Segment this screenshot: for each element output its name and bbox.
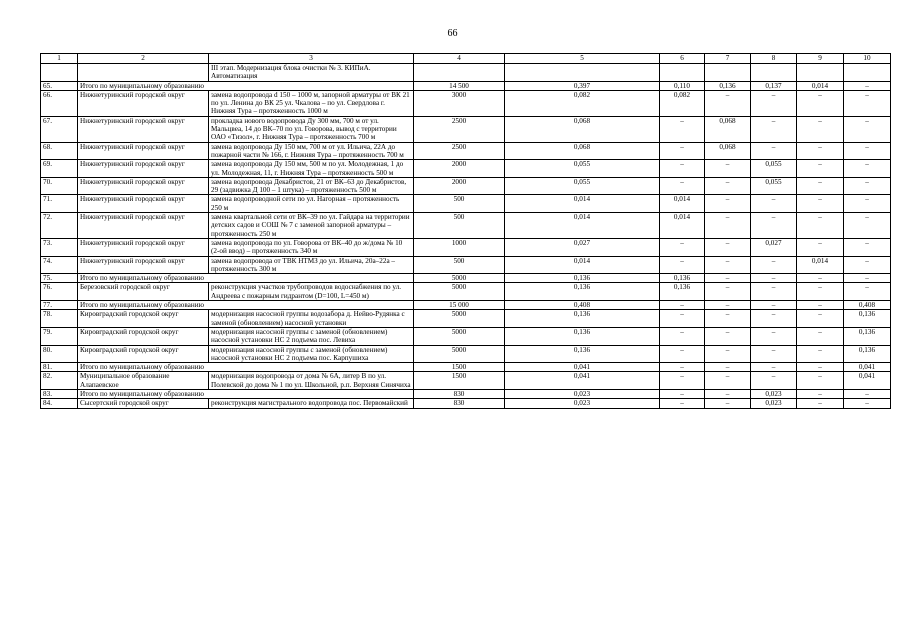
value-c4: 5000: [414, 327, 505, 345]
value-c6: 0,136: [660, 274, 705, 283]
table-row: [41, 256, 891, 274]
municipality-name: Кировградский городской округ: [78, 310, 209, 328]
table-row: [41, 64, 891, 82]
table-row: [41, 238, 891, 256]
value-c4: 5000: [414, 274, 505, 283]
work-description: замена водопровода Декабристов, 21 от ВК–63 до Декабристов, 29 (задвижка Д 100 – 1 штука) – протяженность 500 м: [209, 177, 414, 195]
value-c4: 1000: [414, 238, 505, 256]
value-c6: –: [660, 301, 705, 310]
value-c7: –: [705, 160, 751, 178]
value-c7: [705, 64, 751, 82]
value-c7: –: [705, 345, 751, 363]
value-c8: –: [751, 142, 797, 160]
value-c9: –: [797, 372, 844, 390]
value-c4: 3000: [414, 90, 505, 116]
value-c9: –: [797, 177, 844, 195]
work-description: реконструкция магистрального водопровода пос. Первомайский: [209, 399, 414, 408]
value-c7: –: [705, 363, 751, 372]
value-c8: –: [751, 310, 797, 328]
total-label: Итого по муниципальному образованию: [78, 363, 414, 372]
header-cell-5: 5: [505, 54, 660, 64]
value-c8: –: [751, 256, 797, 274]
value-c5: [505, 64, 660, 82]
value-c8: –: [751, 372, 797, 390]
work-description: реконструкция участков трубопроводов водоснабжения по ул. Андреева с пожарным гидрантом (D=100, L=450 м): [209, 283, 414, 301]
header-cell-2: 2: [78, 54, 209, 64]
value-c6: 0,014: [660, 213, 705, 239]
value-c10: 0,136: [844, 345, 891, 363]
value-c10: 0,408: [844, 301, 891, 310]
value-c4: 830: [414, 389, 505, 398]
value-c5: 0,014: [505, 195, 660, 213]
municipality-name: Нижнетуринский городской округ: [78, 213, 209, 239]
header-row: [41, 54, 891, 64]
value-c6: –: [660, 160, 705, 178]
row-number: 65.: [41, 81, 78, 90]
value-c6: 0,136: [660, 283, 705, 301]
value-c5: 0,397: [505, 81, 660, 90]
value-c7: –: [705, 274, 751, 283]
program-table: [40, 53, 891, 409]
work-description: III этап. Модернизация блока очистки № 3. КИПиА. Автоматизация: [209, 64, 414, 82]
header-cell-10: 10: [844, 54, 891, 64]
value-c6: –: [660, 399, 705, 408]
value-c7: –: [705, 372, 751, 390]
row-number: 79.: [41, 327, 78, 345]
municipality-name: Нижнетуринский городской округ: [78, 90, 209, 116]
value-c6: 0,110: [660, 81, 705, 90]
value-c5: 0,055: [505, 177, 660, 195]
value-c9: –: [797, 327, 844, 345]
value-c6: –: [660, 310, 705, 328]
value-c10: [844, 64, 891, 82]
value-c7: –: [705, 310, 751, 328]
value-c4: 1500: [414, 372, 505, 390]
municipality-name: Сысертский городской округ: [78, 399, 209, 408]
header-cell-3: 3: [209, 54, 414, 64]
municipality-name: Нижнетуринский городской округ: [78, 238, 209, 256]
value-c10: –: [844, 213, 891, 239]
value-c4: 500: [414, 195, 505, 213]
value-c4: [414, 64, 505, 82]
value-c10: –: [844, 116, 891, 142]
value-c5: 0,055: [505, 160, 660, 178]
value-c8: –: [751, 90, 797, 116]
work-description: модернизация насосной группы с заменой (обновлением) насосной установки НС 2 подъема пос. Карпушиха: [209, 345, 414, 363]
row-number: 81.: [41, 363, 78, 372]
row-number: 74.: [41, 256, 78, 274]
row-number: 84.: [41, 399, 78, 408]
value-c7: 0,068: [705, 116, 751, 142]
value-c7: 0,068: [705, 142, 751, 160]
value-c10: –: [844, 399, 891, 408]
value-c6: –: [660, 238, 705, 256]
value-c9: 0,014: [797, 256, 844, 274]
header-cell-4: 4: [414, 54, 505, 64]
value-c5: 0,014: [505, 213, 660, 239]
value-c5: 0,136: [505, 345, 660, 363]
value-c6: –: [660, 256, 705, 274]
table-row: [41, 345, 891, 363]
header-cell-1: 1: [41, 54, 78, 64]
municipality-name: [78, 64, 209, 82]
work-description: прокладка нового водопровода Ду 300 мм, 700 м от ул. Мальцвеа, 14 до ВК–70 по ул. Говорова, вывод с территории ОАО «Тизол», г. Нижняя Тура – протяженность 700 м: [209, 116, 414, 142]
row-number: 69.: [41, 160, 78, 178]
work-description: замена водопровода d 150 – 1000 м, запорной арматуры от ВК 21 по ул. Ленина до ВК 25 ул. Чкалова – по ул. Свердлова г. Нижняя Тура – протяженность 1000 м: [209, 90, 414, 116]
value-c8: –: [751, 327, 797, 345]
value-c4: 15 000: [414, 301, 505, 310]
value-c7: –: [705, 301, 751, 310]
value-c5: 0,023: [505, 389, 660, 398]
value-c9: –: [797, 345, 844, 363]
value-c4: 500: [414, 256, 505, 274]
value-c9: –: [797, 142, 844, 160]
value-c10: –: [844, 81, 891, 90]
value-c4: 5000: [414, 283, 505, 301]
row-number: 82.: [41, 372, 78, 390]
work-description: замена водопровода Ду 150 мм, 500 м по ул. Молодежная, 1 до ул. Молодежная, 11, г. Нижняя Тура – протяженность 500 м: [209, 160, 414, 178]
table-row: [41, 327, 891, 345]
value-c7: –: [705, 195, 751, 213]
table-body: [41, 54, 891, 409]
value-c10: –: [844, 389, 891, 398]
value-c7: –: [705, 177, 751, 195]
value-c8: –: [751, 301, 797, 310]
value-c9: –: [797, 310, 844, 328]
value-c5: 0,082: [505, 90, 660, 116]
row-number: 76.: [41, 283, 78, 301]
table-row: [41, 90, 891, 116]
value-c8: [751, 64, 797, 82]
value-c4: 2500: [414, 142, 505, 160]
value-c7: –: [705, 213, 751, 239]
value-c6: 0,014: [660, 195, 705, 213]
value-c6: 0,082: [660, 90, 705, 116]
value-c9: –: [797, 195, 844, 213]
value-c6: –: [660, 327, 705, 345]
value-c5: 0,041: [505, 372, 660, 390]
work-description: замена квартальной сети от ВК–39 по ул. Гайдара на территории детских садов и СОШ № 7 с заменой запорной арматуры – протяженность 250 м: [209, 213, 414, 239]
header-cell-9: 9: [797, 54, 844, 64]
value-c10: 0,136: [844, 327, 891, 345]
row-number: 83.: [41, 389, 78, 398]
work-description: замена водопровода Ду 150 мм, 700 м от ул. Ильича, 22А до пожарной части № 166, г. Нижняя Тура – протяженность 700 м: [209, 142, 414, 160]
value-c8: –: [751, 283, 797, 301]
value-c7: –: [705, 389, 751, 398]
value-c9: –: [797, 283, 844, 301]
row-number: 73.: [41, 238, 78, 256]
value-c8: 0,027: [751, 238, 797, 256]
value-c10: 0,136: [844, 310, 891, 328]
value-c9: –: [797, 399, 844, 408]
value-c10: 0,041: [844, 372, 891, 390]
total-label: Итого по муниципальному образованию: [78, 81, 414, 90]
value-c9: –: [797, 213, 844, 239]
value-c10: –: [844, 160, 891, 178]
value-c6: –: [660, 389, 705, 398]
value-c8: –: [751, 213, 797, 239]
table-row: [41, 399, 891, 408]
value-c7: –: [705, 399, 751, 408]
value-c9: [797, 64, 844, 82]
value-c8: –: [751, 195, 797, 213]
value-c9: –: [797, 90, 844, 116]
work-description: замена водопровода по ул. Говорова от ВК–40 до ж/дома № 10 (2-ой ввод) – протяженность 340 м: [209, 238, 414, 256]
value-c6: –: [660, 177, 705, 195]
value-c5: 0,027: [505, 238, 660, 256]
value-c4: 2000: [414, 160, 505, 178]
table-row: [41, 310, 891, 328]
header-cell-7: 7: [705, 54, 751, 64]
table-row: [41, 195, 891, 213]
value-c5: 0,136: [505, 310, 660, 328]
value-c7: –: [705, 238, 751, 256]
total-row: [41, 389, 891, 398]
municipality-name: Нижнетуринский городской округ: [78, 160, 209, 178]
value-c5: 0,136: [505, 274, 660, 283]
municipality-name: Кировградский городской округ: [78, 327, 209, 345]
table-row: [41, 283, 891, 301]
row-number: 68.: [41, 142, 78, 160]
total-label: Итого по муниципальному образованию: [78, 389, 414, 398]
municipality-name: Нижнетуринский городской округ: [78, 116, 209, 142]
municipality-name: Муниципальное образование Алапаевское: [78, 372, 209, 390]
row-number: 77.: [41, 301, 78, 310]
value-c8: –: [751, 116, 797, 142]
table-row: [41, 372, 891, 390]
value-c9: 0,014: [797, 81, 844, 90]
value-c10: 0,041: [844, 363, 891, 372]
value-c8: 0,023: [751, 389, 797, 398]
value-c6: –: [660, 142, 705, 160]
municipality-name: Нижнетуринский городской округ: [78, 177, 209, 195]
value-c10: –: [844, 274, 891, 283]
value-c9: –: [797, 389, 844, 398]
total-row: [41, 274, 891, 283]
value-c8: –: [751, 274, 797, 283]
municipality-name: Нижнетуринский городской округ: [78, 142, 209, 160]
value-c7: –: [705, 256, 751, 274]
value-c5: 0,068: [505, 116, 660, 142]
total-row: [41, 301, 891, 310]
row-number: 66.: [41, 90, 78, 116]
value-c4: 2500: [414, 116, 505, 142]
value-c7: –: [705, 90, 751, 116]
value-c8: 0,055: [751, 177, 797, 195]
work-description: модернизация насосной группы водозабора д. Нейво-Рудянка с заменой (обновлением) насосной установки: [209, 310, 414, 328]
header-cell-8: 8: [751, 54, 797, 64]
row-number: 71.: [41, 195, 78, 213]
value-c8: 0,055: [751, 160, 797, 178]
value-c9: –: [797, 274, 844, 283]
value-c10: –: [844, 90, 891, 116]
row-number: 78.: [41, 310, 78, 328]
work-description: модернизация водопровода от дома № 6А, литер В по ул. Полевской до дома № 1 по ул. Школьной, р.п. Верхняя Синячиха: [209, 372, 414, 390]
municipality-name: Нижнетуринский городской округ: [78, 195, 209, 213]
value-c10: –: [844, 142, 891, 160]
value-c5: 0,014: [505, 256, 660, 274]
row-number: [41, 64, 78, 82]
table-row: [41, 116, 891, 142]
value-c6: –: [660, 345, 705, 363]
value-c10: –: [844, 177, 891, 195]
municipality-name: Кировградский городской округ: [78, 345, 209, 363]
value-c7: 0,136: [705, 81, 751, 90]
value-c9: –: [797, 238, 844, 256]
total-label: Итого по муниципальному образованию: [78, 301, 414, 310]
value-c8: –: [751, 345, 797, 363]
value-c6: –: [660, 372, 705, 390]
municipality-name: Нижнетуринский городской округ: [78, 256, 209, 274]
value-c4: 5000: [414, 345, 505, 363]
value-c5: 0,068: [505, 142, 660, 160]
value-c4: 830: [414, 399, 505, 408]
total-label: Итого по муниципальному образованию: [78, 274, 414, 283]
value-c4: 14 500: [414, 81, 505, 90]
municipality-name: Березовский городской округ: [78, 283, 209, 301]
value-c8: –: [751, 363, 797, 372]
value-c7: –: [705, 283, 751, 301]
value-c10: –: [844, 283, 891, 301]
value-c6: –: [660, 363, 705, 372]
value-c9: –: [797, 301, 844, 310]
value-c5: 0,136: [505, 283, 660, 301]
table-row: [41, 142, 891, 160]
value-c8: 0,137: [751, 81, 797, 90]
value-c5: 0,041: [505, 363, 660, 372]
value-c9: –: [797, 160, 844, 178]
value-c9: –: [797, 116, 844, 142]
header-cell-6: 6: [660, 54, 705, 64]
row-number: 75.: [41, 274, 78, 283]
value-c10: –: [844, 238, 891, 256]
row-number: 80.: [41, 345, 78, 363]
total-row: [41, 363, 891, 372]
value-c4: 500: [414, 213, 505, 239]
table-row: [41, 177, 891, 195]
total-row: [41, 81, 891, 90]
work-description: модернизация насосной группы с заменой (обновлением) насосной установки НС 2 подъема пос. Левиха: [209, 327, 414, 345]
value-c10: –: [844, 195, 891, 213]
value-c9: –: [797, 363, 844, 372]
work-description: замена водопровода от ТВК НТМЗ до ул. Ильича, 20а–22а – протяженность 300 м: [209, 256, 414, 274]
value-c8: 0,023: [751, 399, 797, 408]
value-c6: [660, 64, 705, 82]
table-row: [41, 213, 891, 239]
work-description: замена водопроводной сети по ул. Нагорная – протяженность 250 м: [209, 195, 414, 213]
value-c5: 0,023: [505, 399, 660, 408]
value-c5: 0,136: [505, 327, 660, 345]
page-number: 66: [447, 28, 458, 39]
value-c4: 2000: [414, 177, 505, 195]
table-row: [41, 160, 891, 178]
value-c4: 1500: [414, 363, 505, 372]
value-c7: –: [705, 327, 751, 345]
value-c5: 0,408: [505, 301, 660, 310]
value-c6: –: [660, 116, 705, 142]
row-number: 67.: [41, 116, 78, 142]
value-c4: 5000: [414, 310, 505, 328]
value-c10: –: [844, 256, 891, 274]
row-number: 72.: [41, 213, 78, 239]
row-number: 70.: [41, 177, 78, 195]
